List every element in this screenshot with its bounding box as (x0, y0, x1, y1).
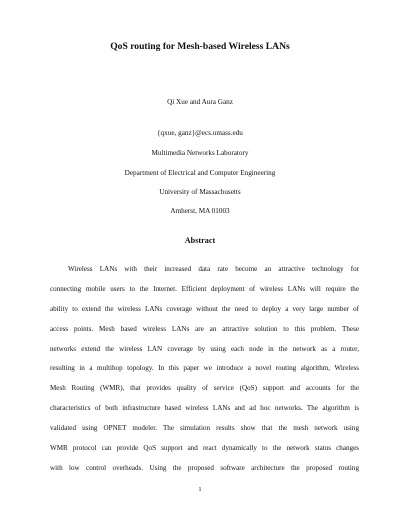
abstract-line: resulting in a multihop topology. In this paper we introduce a novel routing algorithm, Wireless (50, 364, 359, 373)
abstract-line: networks extend the wireless LAN coverage by using each node in the network as a router, (50, 344, 359, 353)
department: Department of Electrical and Computer Engineering (124, 169, 276, 177)
abstract-line: access points. Mesh based wireless LANs are an attractive solution to this problem. These (50, 324, 359, 333)
abstract-line: with low control overheads. Using the proposed software architecture the proposed routing (50, 463, 359, 472)
abstract-line: Wireless LANs with their increased data rate become an attractive technology for (68, 265, 359, 273)
location: Amherst, MA 01003 (170, 207, 230, 215)
abstract-line: connecting mobile users to the Internet. Efficient deployment of wireless LANs will require the (50, 284, 359, 293)
laboratory: Multimedia Networks Laboratory (151, 149, 249, 157)
page-number: 1 (198, 486, 202, 493)
abstract-line: WMR protocol can provide QoS support and react dynamically to the network status changes (50, 444, 359, 453)
paper-title: QoS routing for Mesh-based Wireless LANs (110, 41, 290, 52)
abstract-line: validated using OPNET modeler. The simulation results show that the mesh network using (50, 424, 359, 433)
author-email: {qxue, ganz}@ecs.umass.edu (157, 129, 243, 137)
abstract-line: Mesh Routing (WMR), that provides quality of service (QoS) support and accounts for the (50, 384, 359, 393)
abstract-line: ability to extend the wireless LANs coverage without the need to deploy a very large number of (50, 304, 359, 313)
university: University of Massachusetts (159, 188, 241, 196)
abstract-heading: Abstract (184, 236, 216, 245)
abstract-line: characteristics of both infrastructure based wireless LANs and ad hoc networks. The algorithm is (50, 404, 359, 413)
abstract-body (50, 260, 359, 479)
authors: Qi Xue and Aura Ganz (167, 98, 233, 106)
